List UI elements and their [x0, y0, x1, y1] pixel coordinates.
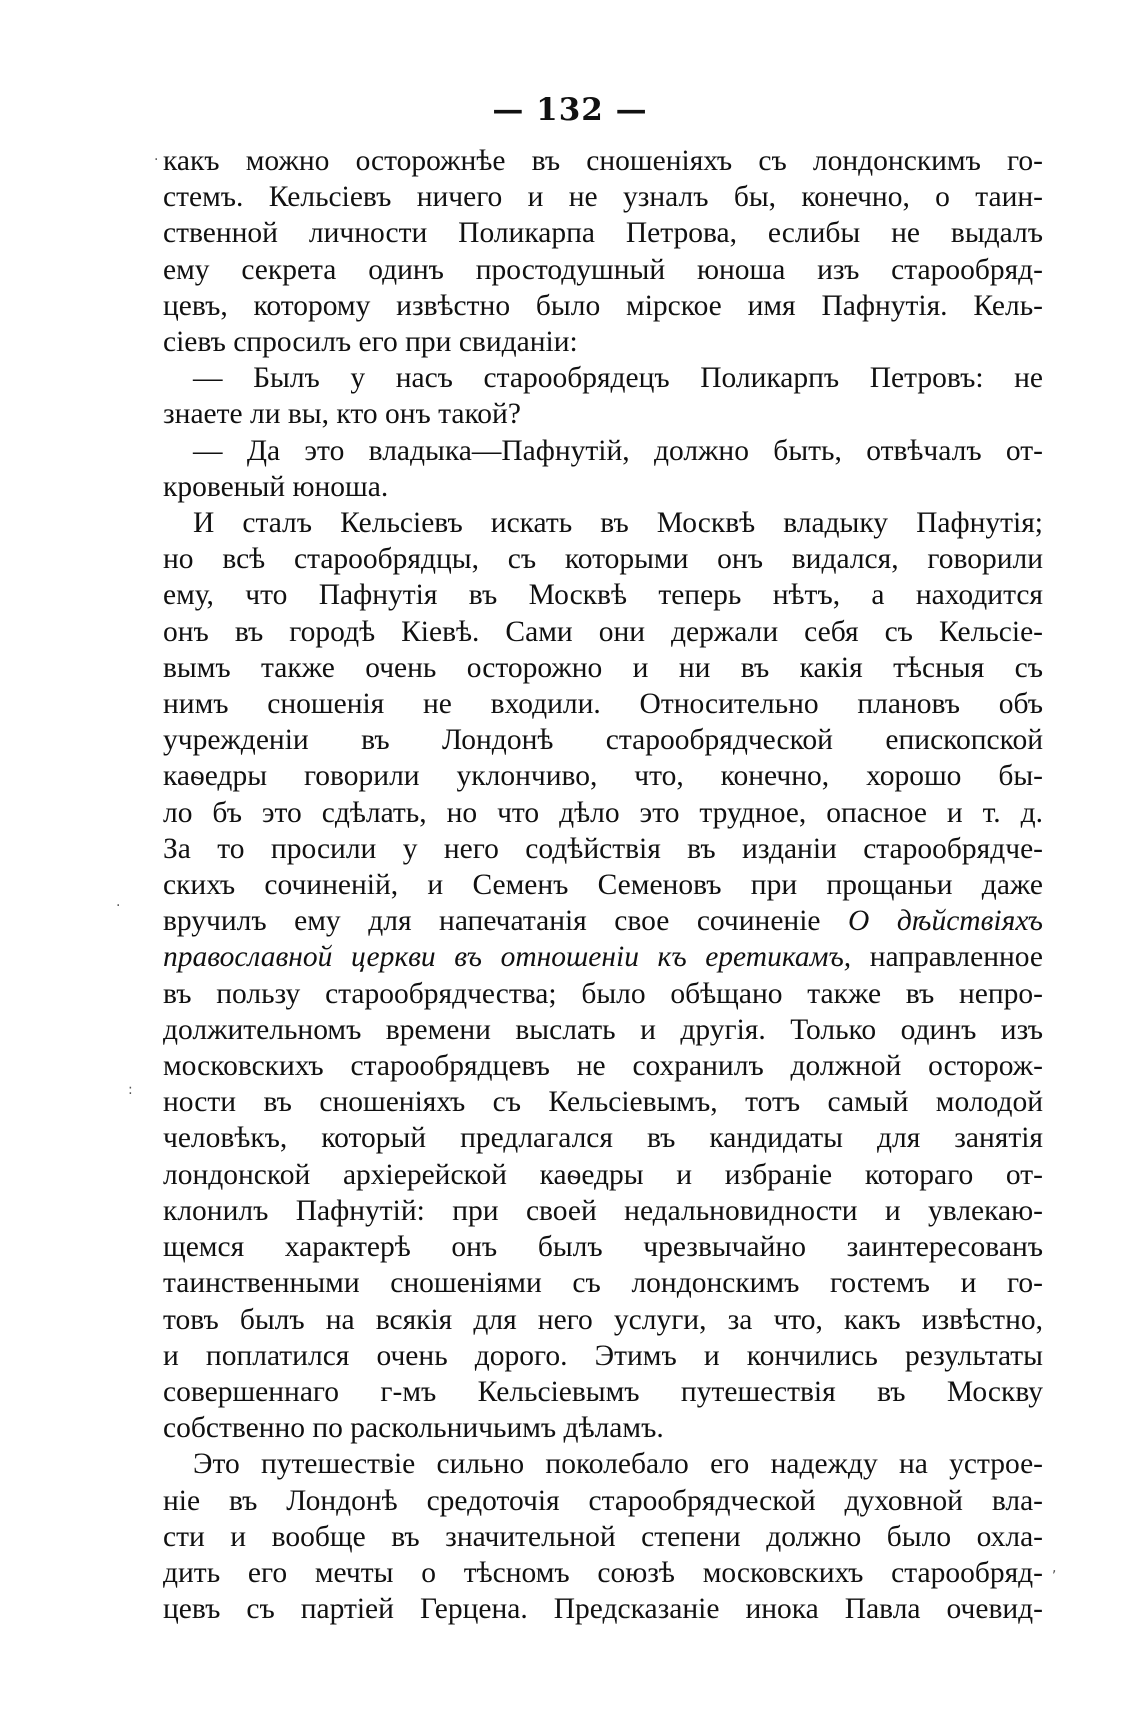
text-line: сти и вообще въ значительной степени должно было охла-: [163, 1520, 1043, 1553]
text-line: скихъ сочиненій, и Семенъ Семеновъ при прощаньи даже: [163, 869, 1043, 902]
body-text: [163, 143, 1043, 1627]
text-line: вымъ также очень осторожно и ни въ какія тѣсныя съ: [163, 651, 1043, 684]
text-line: — Да это владыка—Пафнутій, должно быть, отвѣчалъ от-: [193, 434, 1043, 467]
text-line: ственной личности Поликарпа Петрова, еслибы не выдалъ: [163, 217, 1043, 250]
text-line: должительномъ времени выслать и другія. Только одинъ изъ: [163, 1013, 1043, 1046]
text-line: собственно по раскольничьимъ дѣламъ.: [163, 1412, 664, 1445]
text-line: ніе въ Лондонѣ средоточія старообрядческой духовной вла-: [163, 1484, 1043, 1517]
text-line: ему, что Пафнутія въ Москвѣ теперь нѣтъ, а находится: [163, 579, 1043, 612]
text-line: товъ былъ на всякія для него услуги, за что, какъ извѣстно,: [163, 1303, 1043, 1336]
text-line: клонилъ Пафнутій: при своей недальновидности и увлекаю-: [163, 1194, 1043, 1227]
text-line: таинственными сношеніями съ лондонскимъ гостемъ и го-: [163, 1267, 1043, 1300]
italic-title-part1: О дѣйствіяхъ: [848, 905, 1043, 938]
scan-speck: :: [128, 1082, 133, 1098]
text-line: И сталъ Кельсіевъ искать въ Москвѣ владыку Пафнутія;: [193, 507, 1043, 540]
text-line: [163, 939, 1043, 975]
text-line: — Былъ у насъ старообрядецъ Поликарпъ Петровъ: не: [193, 362, 1043, 395]
scan-speck: ,: [1052, 1560, 1057, 1576]
text-line: ности въ сношеніяхъ съ Кельсіевымъ, тотъ самый молодой: [163, 1086, 1043, 1119]
text-line: какъ можно осторожнѣе въ сношеніяхъ съ лондонскимъ го-: [163, 145, 1043, 177]
text-line: каѳедры говорили уклончиво, что, конечно, хорошо бы-: [163, 760, 1043, 793]
text-line: и поплатился очень дорого. Этимъ и кончились результаты: [163, 1339, 1043, 1372]
text-line: стемъ. Кельсіевъ ничего и не узналъ бы, конечно, о таин-: [163, 181, 1043, 214]
text-line: онъ въ городѣ Кіевѣ. Сами они держали себя съ Кельсіе-: [163, 615, 1043, 648]
text-line: московскихъ старообрядцевъ не сохранилъ должной осторож-: [163, 1050, 1043, 1083]
text-line: кровеный юноша.: [163, 470, 389, 503]
text-line: дить его мечты о тѣсномъ союзѣ московскихъ старообряд-: [163, 1556, 1043, 1589]
text-line: Это путешествіе сильно поколебало его надежду на устрое-: [193, 1448, 1043, 1481]
text-line-part: направленное: [869, 941, 1043, 974]
scan-speck: ·: [154, 152, 159, 168]
text-line: цевъ, которому извѣстно было мірское имя Пафнутія. Кель-: [163, 289, 1043, 322]
text-line: нимъ сношенія не входили. Относительно плановъ объ: [163, 688, 1043, 721]
text-line: [163, 903, 1043, 939]
text-line: За то просили у него содѣйствія въ изданіи старообрядче-: [163, 832, 1043, 865]
text-line: ло бъ это сдѣлать, но что дѣло это трудное, опасное и т. д.: [163, 796, 1043, 829]
text-line: но всѣ старообрядцы, съ которыми онъ видался, говорили: [163, 543, 1043, 576]
italic-title-part2: православной церкви въ отношеніи къ еретикамъ,: [163, 941, 852, 974]
text-line: человѣкъ, который предлагался въ кандидаты для занятія: [163, 1122, 1043, 1155]
text-line: совершеннаго г-мъ Кельсіевымъ путешествія въ Москву: [163, 1375, 1043, 1408]
text-line: цевъ съ партіей Герцена. Предсказаніе инока Павла очевид-: [163, 1593, 1043, 1626]
scan-speck: ·: [116, 898, 121, 914]
text-line: знаете ли вы, кто онъ такой?: [163, 398, 521, 431]
text-line: щемся характерѣ онъ былъ чрезвычайно заинтересованъ: [163, 1231, 1043, 1264]
text-line-part: вручилъ ему для напечатанія свое сочиненіе: [163, 905, 821, 938]
text-line: учрежденіи въ Лондонѣ старообрядческой епископской: [163, 724, 1043, 757]
text-line: въ пользу старообрядчества; было обѣщано также въ непро-: [163, 977, 1043, 1010]
text-line: лондонской архіерейской каѳедры и избраніе котораго от-: [163, 1158, 1043, 1191]
text-line: сіевъ спросилъ его при свиданіи:: [163, 326, 578, 359]
text-line: ему секрета одинъ простодушный юноша изъ старообряд-: [163, 253, 1043, 286]
page-number: — 132 —: [492, 92, 648, 128]
